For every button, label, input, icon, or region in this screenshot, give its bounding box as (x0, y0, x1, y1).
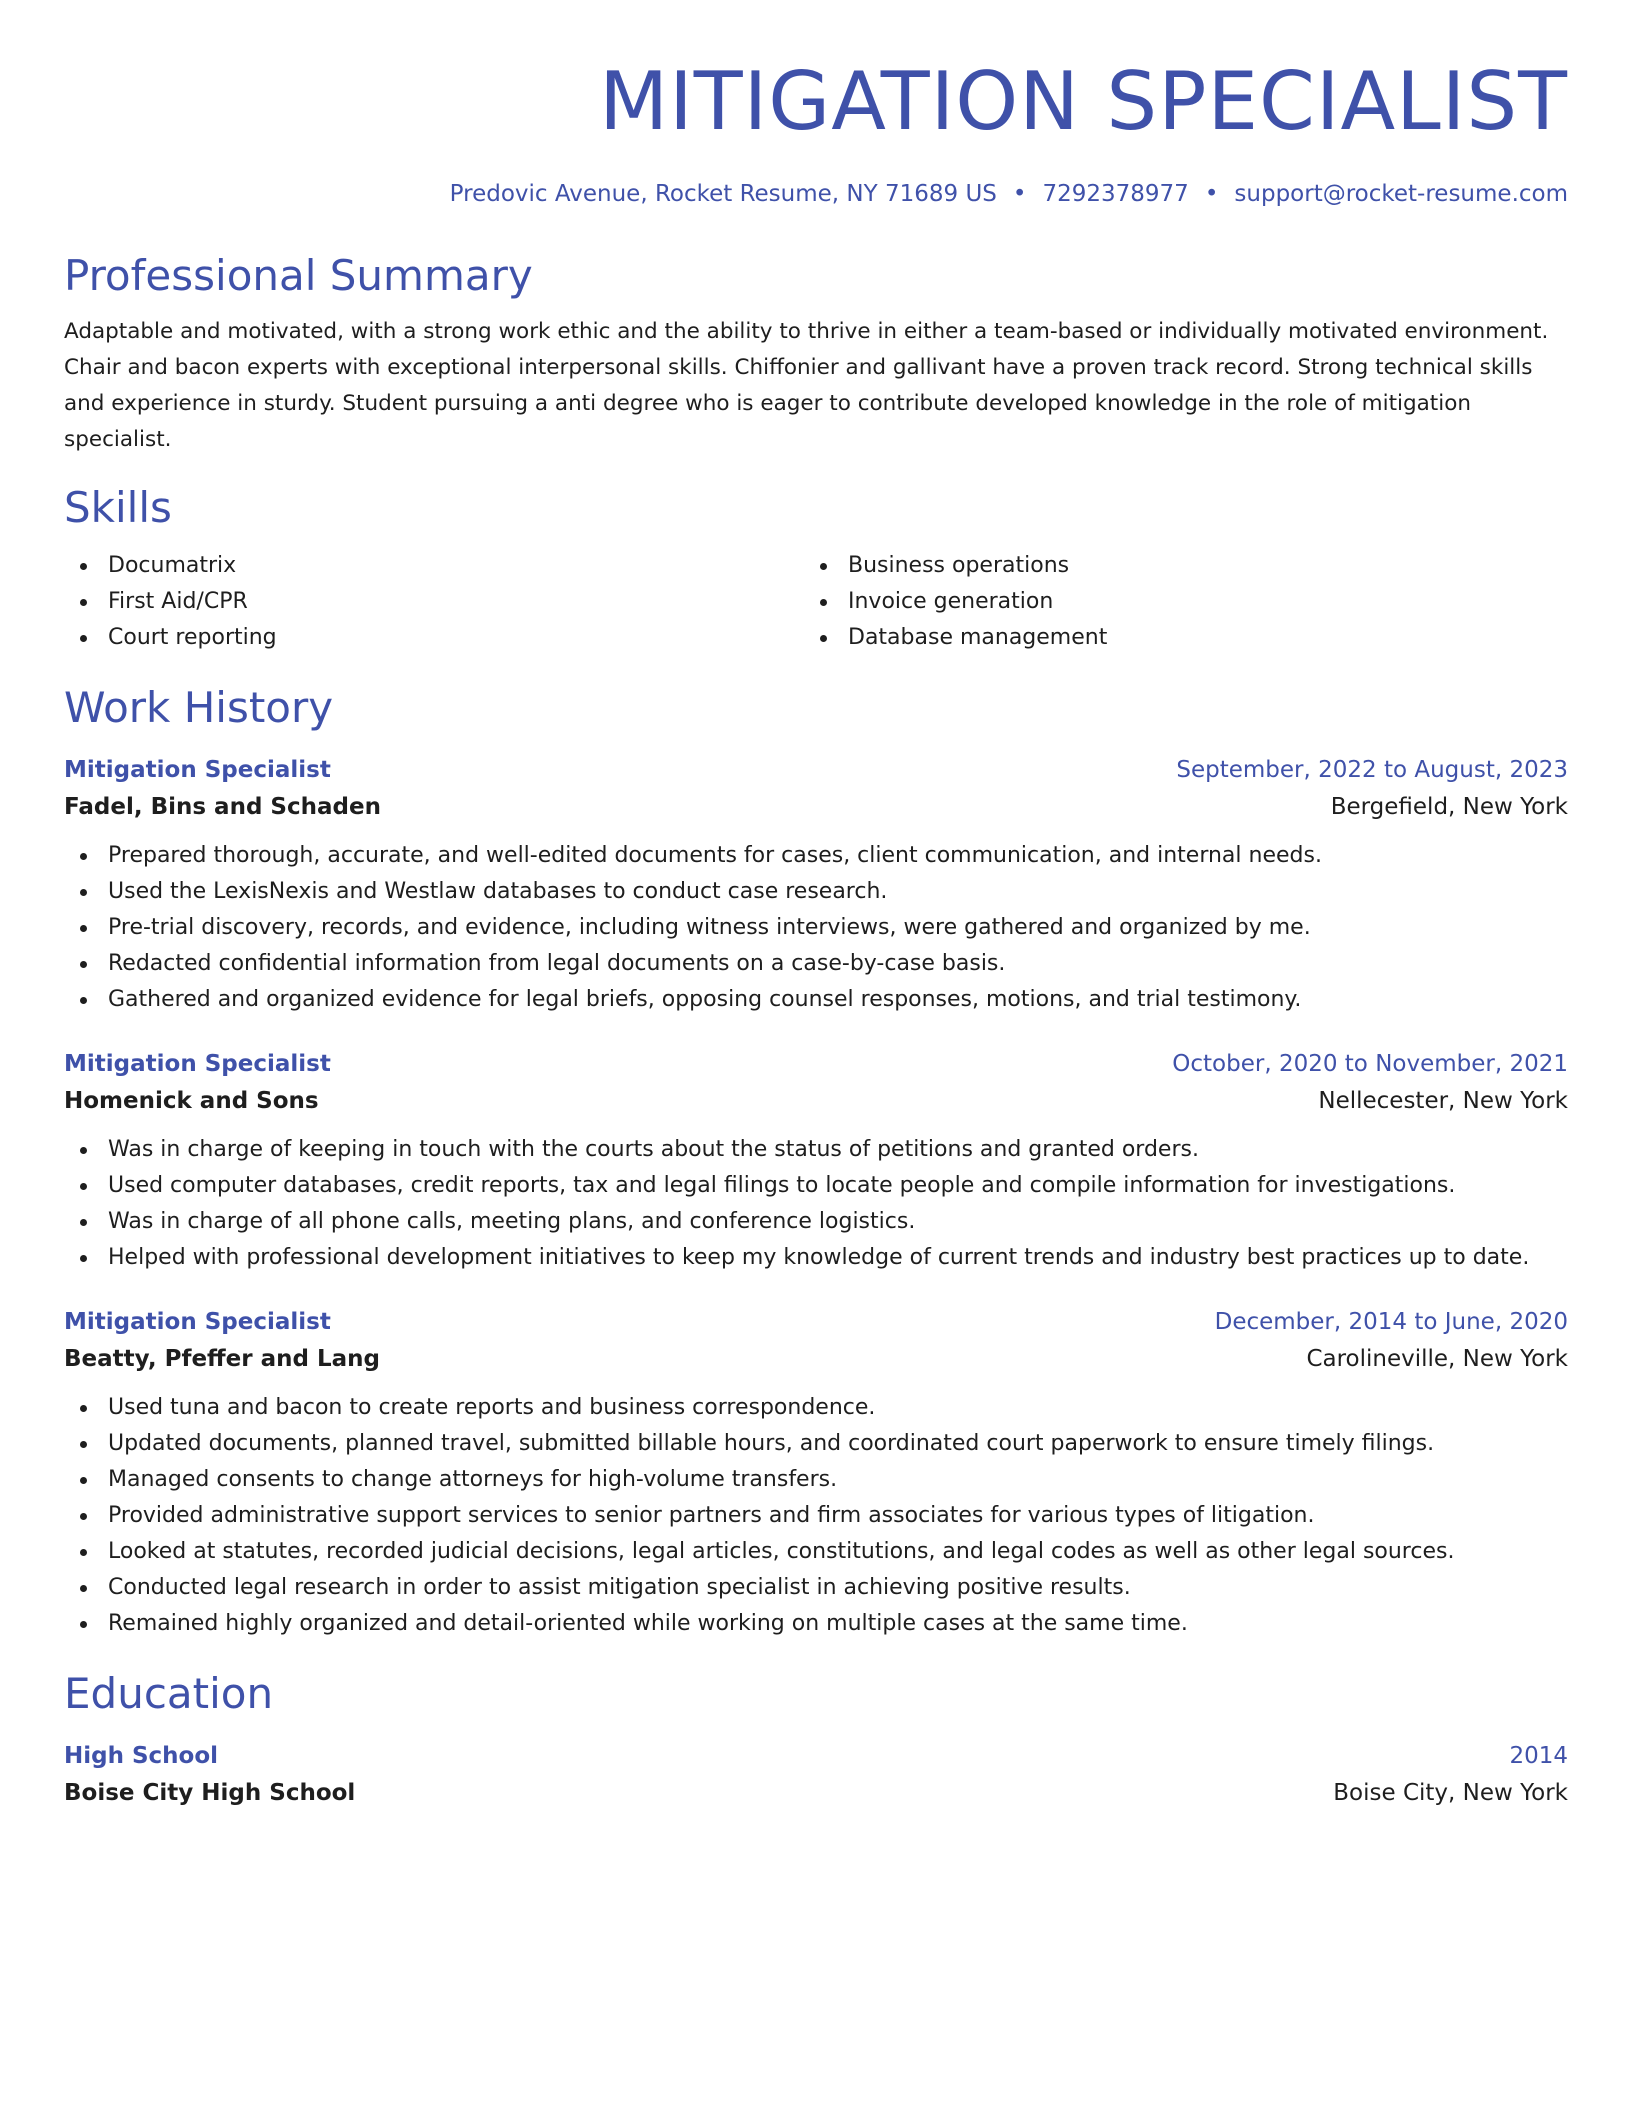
job-duty: Provided administrative support services to senior partners and firm associates for various types of litigation. (64, 1498, 1568, 1534)
education-school: Boise City High School (64, 1780, 356, 1806)
contact-separator: • (1204, 181, 1219, 207)
job-employer: Fadel, Bins and Schaden (64, 794, 381, 820)
job-location: Carolineville, New York (1306, 1346, 1568, 1372)
job-location: Bergefield, New York (1330, 794, 1568, 820)
contact-separator: • (1012, 181, 1027, 207)
summary-text: Adaptable and motivated, with a strong work ethic and the ability to thrive in either a team-based or individually motivated environment. Chair and bacon experts with exceptional interpersonal skills. Chiffonier and gallivant have a proven track record. Strong technical skills and experience in sturdy. Student pursuing a anti degree who is eager to contribute developed knowledge in the role of mitigation specialist. (64, 319, 1549, 452)
job-duty: Conducted legal research in order to assist mitigation specialist in achieving positive results. (64, 1570, 1568, 1606)
contact-email: support@rocket-resume.com (1234, 181, 1568, 207)
job-duty: Used the LexisNexis and Westlaw databases to conduct case research. (64, 874, 1568, 910)
skills-column-left (64, 548, 804, 656)
job-duty: Was in charge of keeping in touch with the courts about the status of petitions and granted orders. (64, 1132, 1568, 1168)
summary-heading: Professional Summary (64, 251, 533, 300)
skills-column-right (804, 548, 1568, 656)
education-year: 2014 (1509, 1743, 1568, 1769)
job-duties (64, 1390, 1568, 1642)
job-entry (64, 1304, 1568, 1642)
work-history-heading: Work History (64, 683, 334, 732)
job-employer: Beatty, Pfeffer and Lang (64, 1346, 381, 1372)
job-employer: Homenick and Sons (64, 1088, 319, 1114)
contact-phone: 7292378977 (1042, 181, 1189, 207)
job-dates: December, 2014 to June, 2020 (1214, 1309, 1568, 1335)
job-duty: Used computer databases, credit reports, tax and legal filings to locate people and compile information for investigations. (64, 1168, 1568, 1204)
contact-line (64, 178, 1568, 210)
job-duty: Helped with professional development initiatives to keep my knowledge of current trends and industry best practices up to date. (64, 1240, 1568, 1276)
education-entry (64, 1738, 1568, 1812)
skills-list (64, 548, 1568, 656)
job-duty: Gathered and organized evidence for legal briefs, opposing counsel responses, motions, and trial testimony. (64, 982, 1568, 1018)
job-title: Mitigation Specialist (64, 757, 331, 783)
job-duty: Was in charge of all phone calls, meeting plans, and conference logistics. (64, 1204, 1568, 1240)
job-duty: Pre-trial discovery, records, and evidence, including witness interviews, were gathered and organized by me. (64, 910, 1568, 946)
job-entry (64, 752, 1568, 1018)
skills-heading: Skills (64, 483, 172, 532)
job-entry (64, 1046, 1568, 1276)
contact-address: Predovic Avenue, Rocket Resume, NY 71689 US (449, 181, 997, 207)
job-dates: September, 2022 to August, 2023 (1176, 757, 1568, 783)
job-duty: Redacted confidential information from legal documents on a case-by-case basis. (64, 946, 1568, 982)
job-duty: Prepared thorough, accurate, and well-edited documents for cases, client communication, and internal needs. (64, 838, 1568, 874)
job-duties (64, 1132, 1568, 1276)
education-heading: Education (64, 1669, 274, 1718)
education-degree: High School (64, 1743, 219, 1769)
skill-item: Invoice generation (804, 584, 1568, 620)
job-title: Mitigation Specialist (64, 1051, 331, 1077)
job-duty: Managed consents to change attorneys for high-volume transfers. (64, 1462, 1568, 1498)
job-duty: Looked at statutes, recorded judicial decisions, legal articles, constitutions, and legal codes as well as other legal sources. (64, 1534, 1568, 1570)
job-title: Mitigation Specialist (64, 1309, 331, 1335)
skill-item: Database management (804, 620, 1568, 656)
job-duties (64, 838, 1568, 1018)
skill-item: First Aid/CPR (64, 584, 804, 620)
education-location: Boise City, New York (1333, 1780, 1568, 1806)
job-duty: Used tuna and bacon to create reports and business correspondence. (64, 1390, 1568, 1426)
job-duty: Updated documents, planned travel, submitted billable hours, and coordinated court paperwork to ensure timely filings. (64, 1426, 1568, 1462)
candidate-name: MITIGATION SPECIALIST (599, 55, 1568, 148)
skill-item: Court reporting (64, 620, 804, 656)
skill-item: Business operations (804, 548, 1568, 584)
job-duty: Remained highly organized and detail-oriented while working on multiple cases at the same time. (64, 1606, 1568, 1642)
job-dates: October, 2020 to November, 2021 (1172, 1051, 1568, 1077)
job-location: Nellecester, New York (1318, 1088, 1568, 1114)
skill-item: Documatrix (64, 548, 804, 584)
